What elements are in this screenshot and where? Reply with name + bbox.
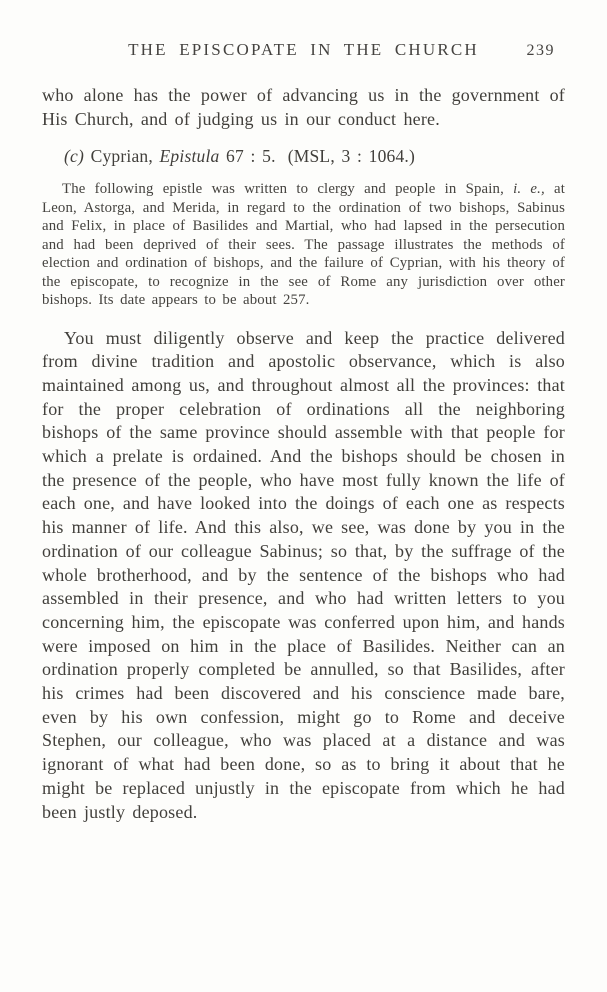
citation-reference: 67 : 5.: [219, 146, 276, 166]
editorial-note: [42, 180, 565, 310]
citation-work-title: Epistula: [159, 146, 220, 166]
note-segment: at Leon, Astorga, and Merida, in regard to the ordination of two bishops, Sabinus and Felix, in place of Basilides and Martial, who had lapsed in the persecution and had been deprived of their sees. The passage illustrates the methods of election and ordination of bishops, and the failure of Cyprian, with his theory of the episcopate, to recognize in the see of Rome any jurisdiction over other bishops. Its date appears to be about 257.: [42, 181, 566, 308]
note-segment: The following epistle was written to clergy and people in Spain,: [62, 181, 514, 197]
paragraph-continuation: who alone has the power of advancing us in the government of His Church, and of judging us in our conduct here.: [42, 85, 565, 129]
citation-label: (c): [64, 146, 85, 166]
page-number: 239: [526, 42, 555, 59]
paragraph-body: You must diligently observe and keep the practice delivered from divine tradition and apostolic observance, which is also maintained among us, and throughout almost all the provinces: that for the proper celebration of ordinations all the neighboring bishops of the same province should assemble with that people for which a prelate is ordained. And the bishops should be chosen in the presence of the people, who have most fully known the life of each one, and have looked into the doings of each one as respects his manner of life. And this also, we see, was done by you in the ordination of our colleague Sabinus; so that, by the suffrage of the whole brotherhood, and by the sentence of the bishops who had assembled in their presence, and who had written letters to you concerning him, the episcopate was conferred upon him, and hands were imposed on him in the place of Basilides. Neither can an ordination properly completed be annulled, so that Basilides, after his crimes had been discovered and his conscience made bare, even by his own confession, might go to Rome and deceive Stephen, our colleague, who was placed at a distance and was ignorant of what had been done, so as to bring it about that he might be replaced unjustly in the episcopate from which he had been justly deposed.: [42, 327, 565, 822]
text-block: [42, 40, 565, 824]
citation-line: [42, 145, 565, 167]
running-title: THE EPISCOPATE IN THE CHURCH: [128, 40, 479, 59]
citation-author: Cyprian,: [84, 146, 160, 166]
note-segment-italic: i. e.,: [513, 181, 545, 197]
page-header: [42, 40, 565, 64]
citation-source: (MSL, 3 : 1064.): [287, 146, 416, 166]
